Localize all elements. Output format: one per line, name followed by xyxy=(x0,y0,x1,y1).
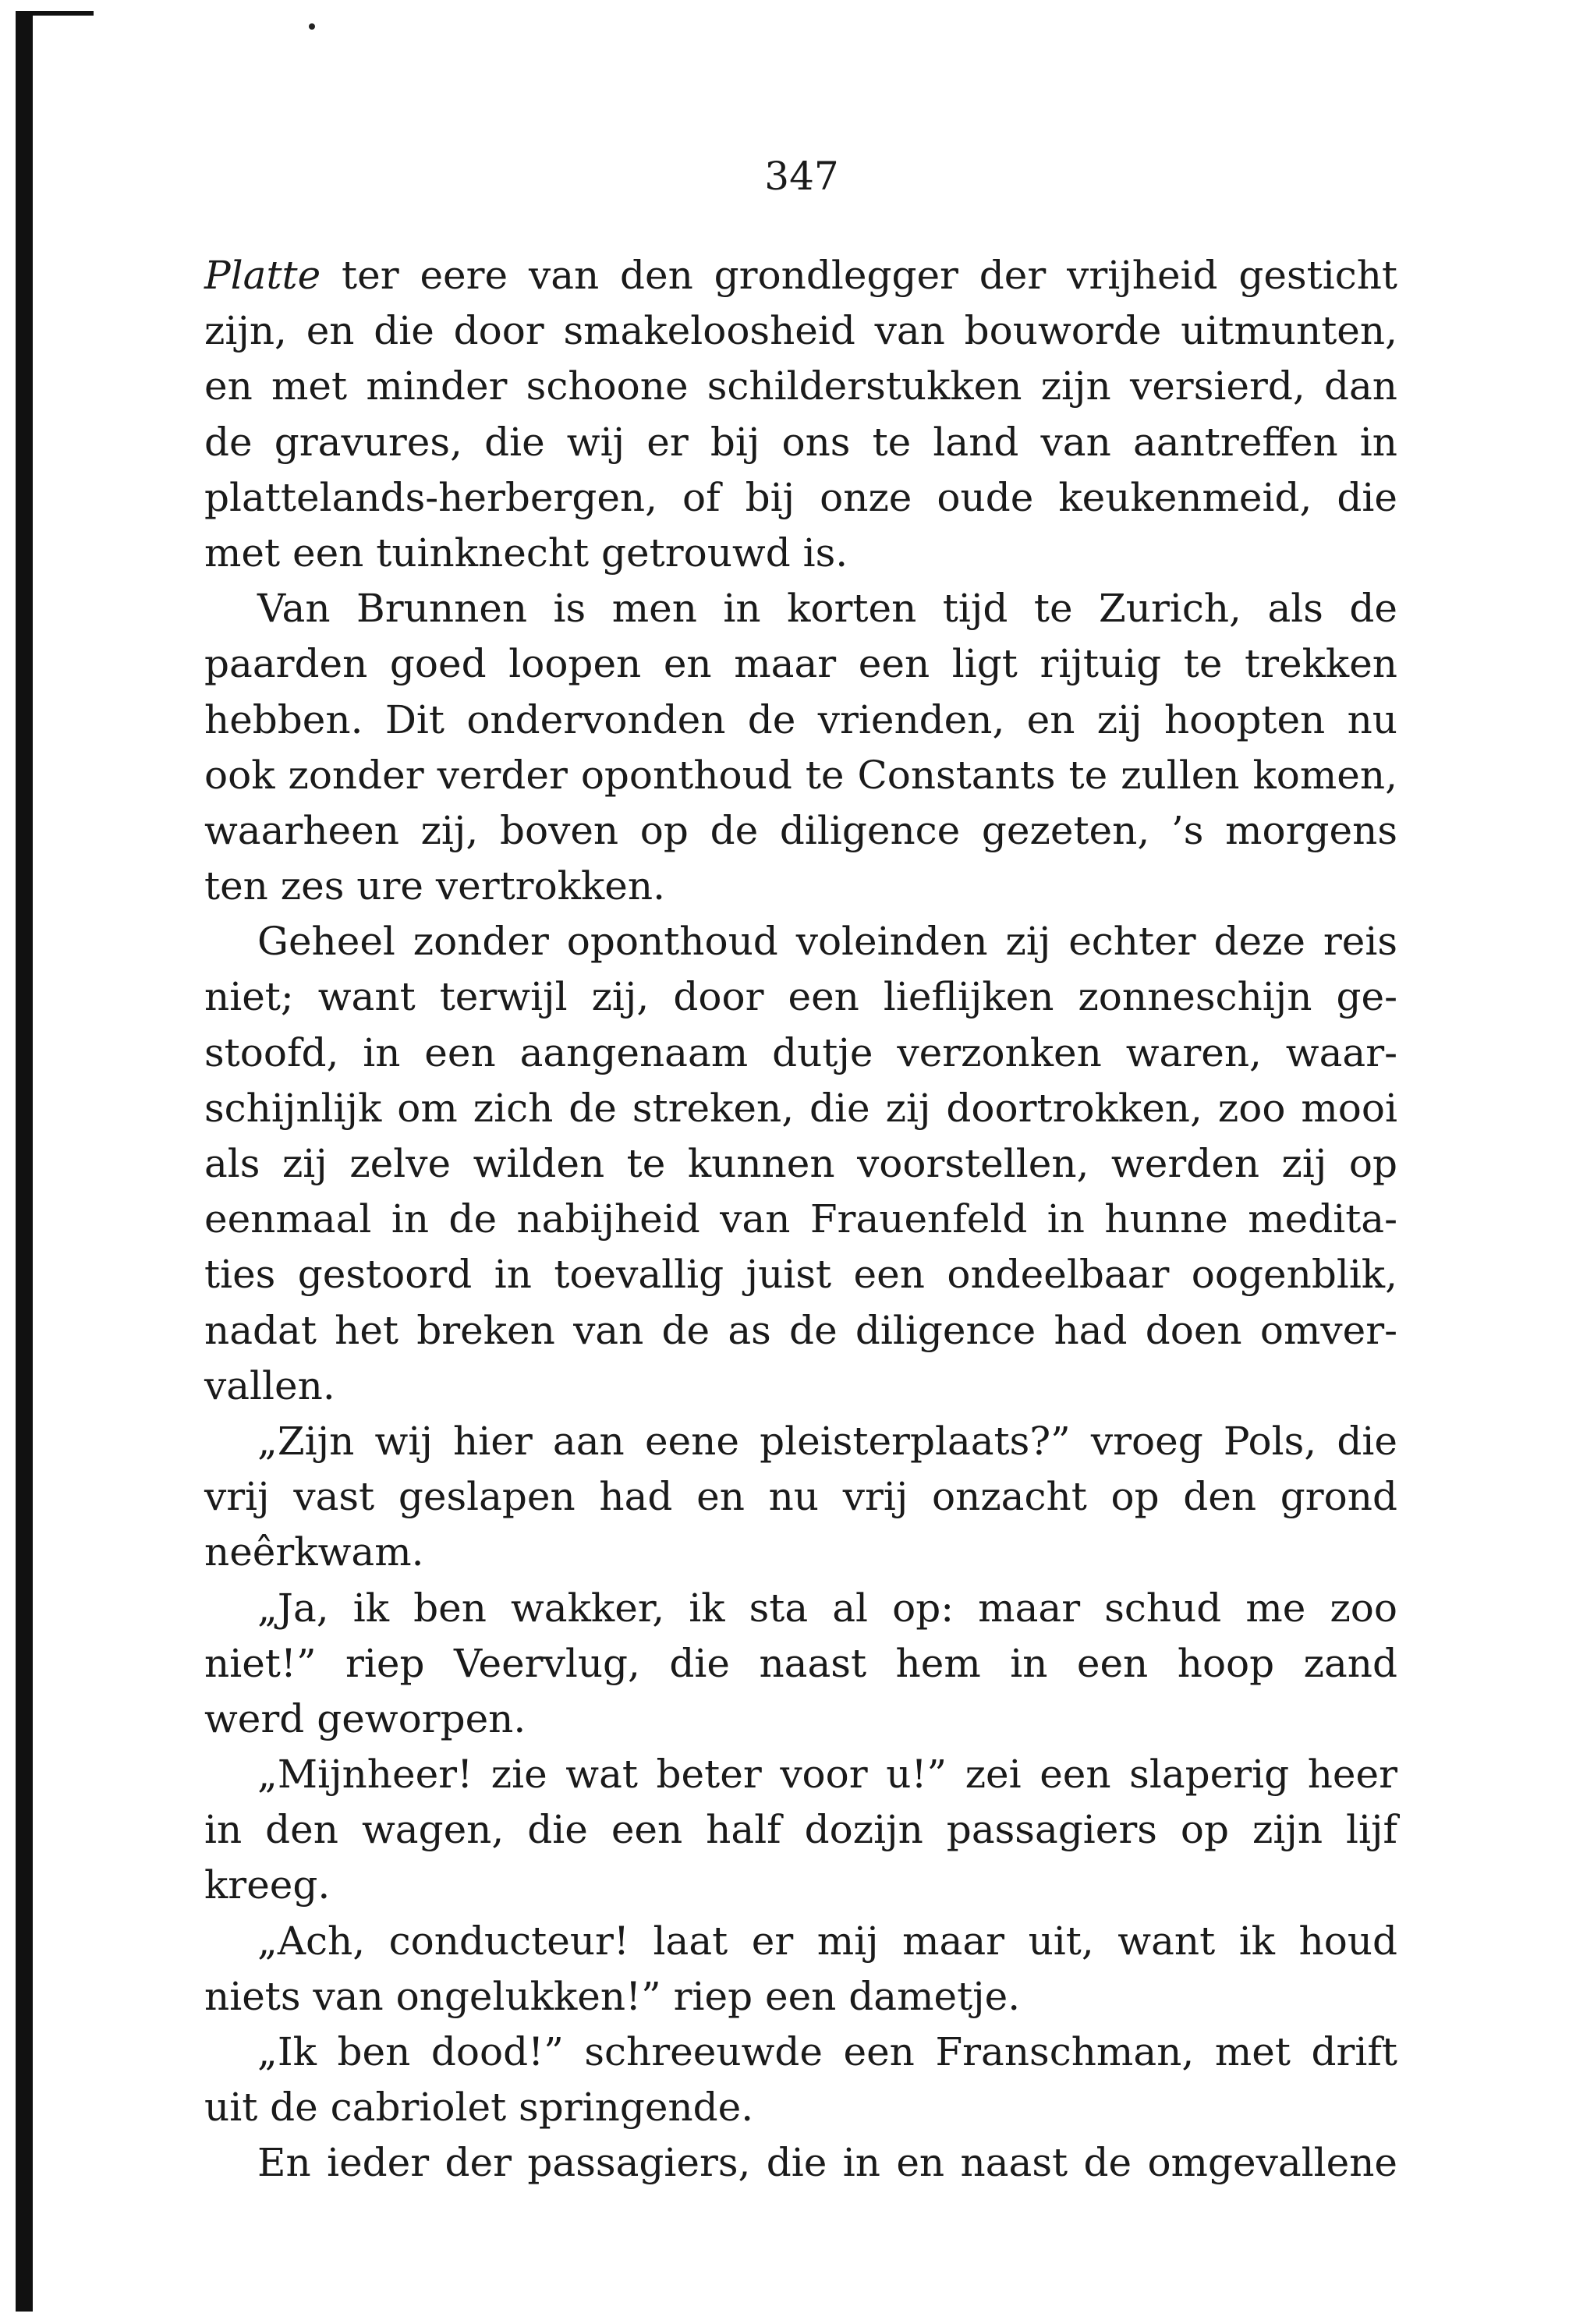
text-line: vallen. xyxy=(204,1362,335,1408)
text-line: paarden goed loopen en maar een ligt rijtuig te trekken xyxy=(204,641,1397,687)
paragraph-start-line: „Ach, conducteur! laat er mij maar uit, want ik houd xyxy=(257,1918,1397,1964)
italic-word: Platte xyxy=(204,253,321,298)
text-line: Platte ter eere van den grondlegger der vrijheid gesticht xyxy=(204,253,1397,298)
text-line: stoofd, in een aangenaam dutje verzonken waren, waar- xyxy=(204,1029,1397,1075)
text-line: werd geworpen. xyxy=(204,1695,526,1741)
text-line: niet!” riep Veervlug, die naast hem in een hoop zand xyxy=(204,1640,1397,1686)
text-line: kreeg. xyxy=(204,1862,331,1908)
text-line: niet; want terwijl zij, door een lieflijken zonneschijn ge- xyxy=(204,974,1397,1020)
paragraph-start-line: „Mijnheer! zie wat beter voor u!” zei een slaperig heer xyxy=(257,1752,1397,1798)
text-line: met een tuinknecht getrouwd is. xyxy=(204,530,848,576)
text-line: en met minder schoone schilderstukken zijn versierd, dan xyxy=(204,363,1397,409)
text-line: als zij zelve wilden te kunnen voorstellen, werden zij op xyxy=(204,1141,1397,1186)
text-line: schijnlijk om zich de streken, die zij doortrokken, zoo mooi xyxy=(204,1085,1397,1131)
text-line: niets van ongelukken!” riep een dametje. xyxy=(204,1973,1021,2019)
text-line: vrij vast geslapen had en nu vrij onzacht op den grond xyxy=(204,1474,1397,1520)
text-line: de gravures, die wij er bij ons te land van aantreffen in xyxy=(204,419,1397,465)
text-line: zijn, en die door smakeloosheid van bouworde uitmunten, xyxy=(204,308,1397,354)
text-line: uit de cabriolet springende. xyxy=(204,2085,754,2131)
binding-edge-top xyxy=(16,11,94,16)
text-line: nadat het breken van de as de diligence had doen omver- xyxy=(204,1307,1397,1353)
text-line: eenmaal in de nabijheid van Frauenfeld in hunne medita- xyxy=(204,1196,1397,1242)
text-line: neêrkwam. xyxy=(204,1529,424,1575)
paragraph-start-line: „Zijn wij hier aan eene pleisterplaats?” vroeg Pols, die xyxy=(257,1418,1397,1464)
scan-speck xyxy=(309,23,315,30)
text-line: hebben. Dit ondervonden de vrienden, en zij hoopten nu xyxy=(204,696,1397,742)
paragraph-start-line: „Ja, ik ben wakker, ik sta al op: maar schud me zoo xyxy=(257,1585,1397,1631)
paragraph-start-line: „Ik ben dood!” schreeuwde een Franschman, met drift xyxy=(257,2029,1397,2074)
binding-edge xyxy=(16,11,33,2312)
paragraph-start-line: Geheel zonder oponthoud voleinden zij echter deze reis xyxy=(257,919,1397,965)
text-line: in den wagen, die een half dozijn passagiers op zijn lijf xyxy=(204,1807,1397,1853)
page-number: 347 xyxy=(764,154,839,199)
body-text xyxy=(204,248,1397,2191)
text-line: ook zonder verder oponthoud te Constants te zullen komen, xyxy=(204,752,1397,798)
text-line: ties gestoord in toevallig juist een ondeelbaar oogenblik, xyxy=(204,1252,1397,1298)
text-line: ten zes ure vertrokken. xyxy=(204,863,665,909)
text-line: waarheen zij, boven op de diligence gezeten, ’s morgens xyxy=(204,807,1397,853)
paragraph-start-line: En ieder der passagiers, die in en naast de omgevallene xyxy=(257,2140,1397,2186)
text-line: plattelands-herbergen, of bij onze oude keukenmeid, die xyxy=(204,474,1397,520)
paragraph-start-line: Van Brunnen is men in korten tijd te Zurich, als de xyxy=(257,586,1397,632)
